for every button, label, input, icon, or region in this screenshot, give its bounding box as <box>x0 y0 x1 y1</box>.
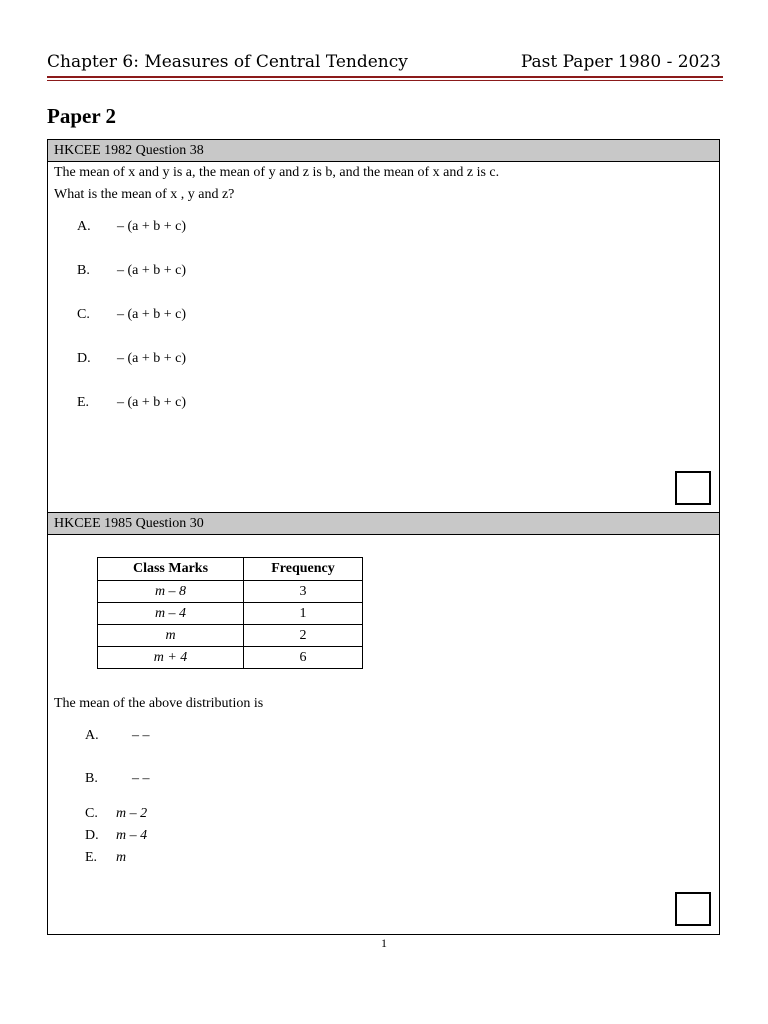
question-text: The mean of the above distribution is <box>54 696 264 711</box>
option-value: m – 4 <box>116 828 148 843</box>
table-row <box>98 603 363 625</box>
table-row <box>98 625 363 647</box>
column-header: Frequency <box>244 558 363 581</box>
option-value: m <box>116 850 127 865</box>
question-text-line-1: The mean of x and y is a, the mean of y and z is b, and the mean of x and z is c. <box>54 165 500 180</box>
question-box-1 <box>47 139 720 513</box>
option-value: – (a + b + c) <box>117 219 187 234</box>
column-header: Class Marks <box>98 558 244 581</box>
answer-box[interactable] <box>675 892 711 926</box>
class-mark-cell: m <box>98 625 244 647</box>
option-value: – (a + b + c) <box>117 351 187 366</box>
frequency-table <box>97 557 363 669</box>
option-label: B. <box>85 771 98 786</box>
header-rule-thick <box>47 76 723 78</box>
option-label: C. <box>77 307 90 322</box>
question-heading: HKCEE 1985 Question 30 <box>48 513 719 535</box>
option-label: B. <box>77 263 90 278</box>
option-value: – – <box>132 728 150 743</box>
past-paper-range: Past Paper 1980 - 2023 <box>520 52 721 72</box>
page-number: 1 <box>381 936 387 950</box>
option-label: C. <box>85 806 98 821</box>
frequency-cell: 2 <box>244 625 363 647</box>
frequency-cell: 3 <box>244 581 363 603</box>
page-header <box>47 52 721 76</box>
option-label: A. <box>77 219 91 234</box>
class-mark-cell: m – 4 <box>98 603 244 625</box>
option-label: D. <box>77 351 91 366</box>
table-row <box>98 581 363 603</box>
option-label: A. <box>85 728 99 743</box>
header-rule-thin <box>47 80 723 81</box>
option-label: E. <box>85 850 98 865</box>
question-heading: HKCEE 1982 Question 38 <box>48 140 719 162</box>
frequency-cell: 1 <box>244 603 363 625</box>
class-mark-cell: m + 4 <box>98 647 244 669</box>
option-value: m – 2 <box>116 806 148 821</box>
frequency-cell: 6 <box>244 647 363 669</box>
option-label: D. <box>85 828 99 843</box>
option-label: E. <box>77 395 90 410</box>
paper-title: Paper 2 <box>47 104 117 128</box>
question-box-2 <box>47 512 720 935</box>
option-value: – (a + b + c) <box>117 395 187 410</box>
table-header-row <box>98 558 363 581</box>
question-text-line-2: What is the mean of x , y and z? <box>54 187 235 202</box>
table-row <box>98 647 363 669</box>
class-mark-cell: m – 8 <box>98 581 244 603</box>
option-value: – – <box>132 771 150 786</box>
option-value: – (a + b + c) <box>117 307 187 322</box>
option-value: – (a + b + c) <box>117 263 187 278</box>
chapter-title: Chapter 6: Measures of Central Tendency <box>47 52 408 72</box>
answer-box[interactable] <box>675 471 711 505</box>
